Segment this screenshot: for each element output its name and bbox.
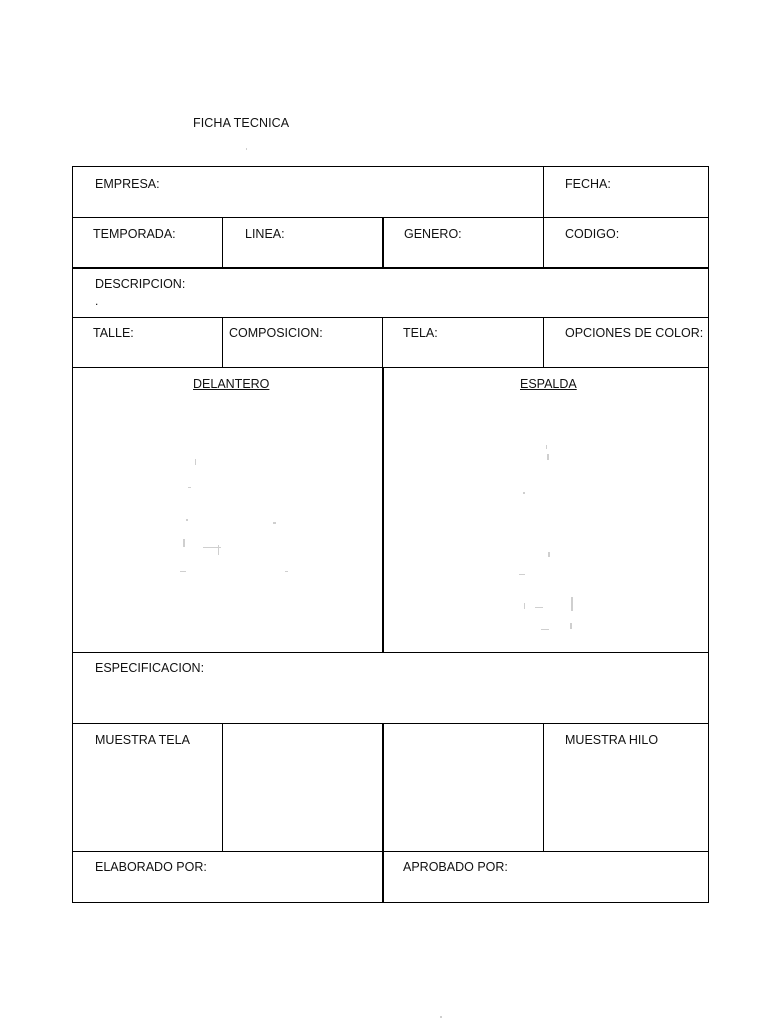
scan-artifact <box>546 445 547 449</box>
col-divider <box>222 217 223 267</box>
linea-label: LINEA: <box>245 227 285 241</box>
fecha-label: FECHA: <box>565 177 611 191</box>
col-divider <box>382 851 384 903</box>
row-divider <box>73 317 708 318</box>
scan-artifact <box>218 545 219 555</box>
page-title: FICHA TECNICA <box>193 116 290 130</box>
aprobado-por-label: APROBADO POR: <box>403 860 508 874</box>
row-divider <box>73 851 708 852</box>
scan-artifact <box>570 623 572 629</box>
scan-artifact <box>183 539 185 547</box>
row-divider <box>73 217 708 218</box>
col-divider <box>543 167 544 217</box>
row-divider <box>73 723 708 724</box>
col-divider <box>382 367 384 652</box>
scan-artifact <box>180 571 186 572</box>
elaborado-por-label: ELABORADO POR: <box>95 860 207 874</box>
codigo-label: CODIGO: <box>565 227 620 241</box>
row-divider <box>73 652 708 653</box>
empresa-label: EMPRESA: <box>95 177 160 191</box>
tela-label: TELA: <box>403 326 438 340</box>
col-divider <box>382 723 384 851</box>
scan-artifact <box>548 552 550 557</box>
opciones-color-label: OPCIONES DE COLOR: <box>565 326 704 340</box>
scan-artifact <box>571 597 573 611</box>
muestra-tela-label: MUESTRA TELA <box>95 733 190 747</box>
scan-artifact <box>273 522 276 524</box>
scan-artifact <box>535 607 543 608</box>
muestra-hilo-label: MUESTRA HILO <box>565 733 659 747</box>
col-divider <box>382 217 384 267</box>
scan-artifact <box>519 574 525 575</box>
descripcion-label: DESCRIPCION: <box>95 277 186 291</box>
col-divider <box>382 317 383 367</box>
scan-artifact <box>541 629 549 630</box>
scan-artifact <box>246 148 247 150</box>
col-divider <box>543 317 544 367</box>
scan-artifact <box>524 603 525 609</box>
tech-sheet-table <box>72 166 709 903</box>
scan-artifact <box>188 487 191 488</box>
col-divider <box>222 317 223 367</box>
talle-label: TALLE: <box>93 326 134 340</box>
scan-artifact <box>440 1016 442 1018</box>
temporada-label: TEMPORADA: <box>93 227 176 241</box>
delantero-label: DELANTERO <box>193 377 270 391</box>
scan-artifact <box>523 492 525 494</box>
row-divider <box>73 367 708 368</box>
composicion-label: COMPOSICION: <box>229 326 323 340</box>
especificacion-label: ESPECIFICACION: <box>95 661 205 675</box>
row-divider <box>73 267 708 269</box>
descripcion-dot: . <box>95 294 99 308</box>
scan-artifact <box>285 571 288 572</box>
espalda-label: ESPALDA <box>520 377 577 391</box>
genero-label: GENERO: <box>404 227 462 241</box>
scan-artifact <box>195 459 196 465</box>
col-divider <box>222 723 223 851</box>
scan-artifact <box>547 454 549 460</box>
scan-artifact <box>186 519 188 521</box>
col-divider <box>543 723 544 851</box>
col-divider <box>543 217 544 267</box>
